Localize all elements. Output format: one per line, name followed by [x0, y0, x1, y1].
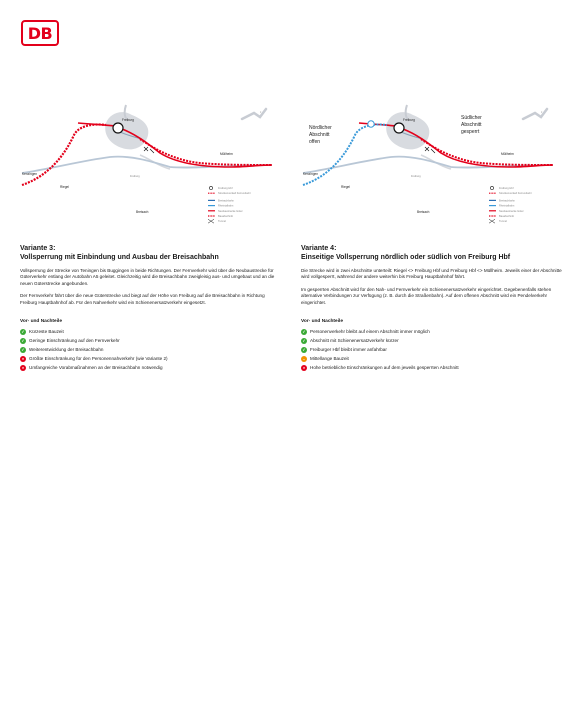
legend-tunnel-icon	[489, 219, 495, 223]
route-map-variant-4	[301, 95, 563, 235]
pros-item-text: Umfangreiche Vorabmaßnahmen an der Breisachbahn notwendig	[29, 365, 163, 371]
pros-item	[301, 345, 563, 354]
check-circle-icon: ✓	[21, 337, 25, 343]
freiburg-hbf-station	[113, 123, 123, 133]
map-note: offen	[309, 139, 321, 145]
pros-item-text: Freiburger Hbf bleibt immer anfahrbar	[310, 347, 387, 353]
cross-circle-icon: ×	[21, 364, 25, 370]
db-logo-text: DB	[27, 23, 53, 43]
pros-item-text: Abschnitt mit Schienenersatzverkehr kürzer	[310, 338, 399, 344]
db-logo	[21, 20, 59, 46]
legend-label: Tunnel	[499, 220, 507, 224]
minus-circle-icon: –	[302, 355, 306, 361]
legend-station-icon	[490, 186, 493, 189]
pros-item-text: Mittellange Bauzeit	[310, 356, 349, 362]
minor-label: Freiburg	[411, 175, 421, 178]
variant-4-title: Variante 4:	[301, 245, 337, 252]
variant-3-pros-list	[20, 327, 282, 372]
variant-4-subtitle: Einseitige Vollsperrung nördlich oder südlich von Freiburg Hbf	[301, 254, 511, 261]
pros-item	[20, 327, 282, 336]
pros-item-text: Geringe Einschränkung auf den Fernverkehr	[29, 338, 120, 344]
map-note: Abschnitt	[461, 122, 482, 128]
pros-item	[20, 363, 282, 372]
legend-label: Rheintalbahn	[499, 204, 515, 208]
freiburg-hbf-station	[394, 123, 404, 133]
check-circle-icon: ✓	[21, 328, 25, 334]
legend-label: Bauabschnitt	[218, 215, 233, 218]
legend-label: Bauabschnitt	[499, 215, 514, 218]
pros-item-text: Kürzeste Bauzeit	[29, 329, 64, 335]
variant-3-pros-heading: Vor- und Nachteile	[20, 319, 63, 325]
place-riegel: Riegel	[341, 185, 351, 189]
route-map-variant-3	[20, 95, 282, 235]
cross-circle-icon: ×	[302, 364, 306, 370]
map-note: Nördlicher	[309, 125, 332, 131]
decor-glyph: z	[541, 111, 543, 114]
river	[242, 109, 266, 119]
legend-label: Streckenverlauf Fernverkehr	[218, 192, 251, 196]
river	[523, 109, 547, 119]
variant-4-pros-list	[301, 327, 563, 372]
variant-3-paragraph-1: Vollsperrung der Strecke von Teningen bis Buggingen in beide Richtungen. Der Fernverkehr wird über die Neubaustrecke für Güterverkehr entlang der Autobahn A5 geleitet. Gleichzeitig wird die Breisachbahn zweigleisig aus- und umgebaut und an die neuen Güterstrecke angebunden.	[20, 268, 275, 286]
place-freiburg: Freiburg	[122, 118, 134, 122]
place-muellheim: Müllheim	[501, 152, 514, 156]
legend-tunnel-icon	[208, 219, 214, 223]
variant-3-paragraph-2: Der Fernverkehr fährt über die neue Güterstrecke und biegt auf der Höhe von Freiburg auf die Breisachbahn in Richtung Freiburg Hauptbahnhof ab. Für den Nahverkehr wird ein Schienenersatzverkehr eingesetzt.	[20, 293, 265, 305]
legend-label: Breisachbahn	[218, 199, 234, 203]
cross-circle-icon: ×	[21, 355, 25, 361]
pros-item	[301, 336, 563, 345]
legend-label: Streckenverlauf Fernverkehr	[499, 192, 532, 196]
check-circle-icon: ✓	[21, 346, 25, 352]
map-note: gesperrt	[461, 129, 480, 135]
place-kenzingen: Kenzingen	[22, 172, 38, 176]
variant-4-paragraph-2: Im gesperrten Abschnitt wird für den Nah- und Fernverkehr ein Schienenersatzverkehr eingerichtet. Gegebenenfalls stehen alternative Verbindungen zur Verfügung (z. B. durch die Straßenbahn). Auf dem offenen Abschnitt wird ein Pendelverkehr eingerichtet.	[301, 286, 552, 305]
place-freiburg: Freiburg	[403, 118, 415, 122]
check-circle-icon: ✓	[302, 346, 306, 352]
legend-label: Freiburg Hbf	[218, 187, 233, 190]
station-marker	[368, 121, 374, 127]
legend-label: Breisachbahn	[499, 199, 515, 203]
pros-item	[301, 363, 563, 372]
legend-label: Neubaustrecke Güter	[218, 209, 243, 213]
pros-item-text: Größte Einschränkung für den Personennahverkehr (wie Variante 2)	[29, 356, 168, 362]
decor-glyph: z	[260, 111, 262, 114]
variant-3-subtitle: Vollsperrung mit Einbindung und Ausbau der Breisachbahn	[20, 254, 219, 261]
bauabschnitt-south	[421, 139, 553, 165]
bauabschnitt-south	[140, 139, 272, 165]
pros-item-text: Hohe betriebliche Einschränkungen auf dem jeweils gesperrten Abschnitt	[310, 365, 459, 371]
legend-label: Freiburg Hbf	[499, 187, 514, 190]
pros-item	[20, 354, 282, 363]
pros-item	[301, 327, 563, 336]
check-circle-icon: ✓	[302, 337, 306, 343]
variant-4-pros-heading: Vor- und Nachteile	[301, 319, 344, 325]
variant-4-section	[301, 244, 563, 372]
pros-item	[20, 345, 282, 354]
pros-item-text: Personenverkehr bleibt auf einem Abschnitt immer möglich	[310, 329, 430, 335]
map-note: Abschnitt	[309, 132, 330, 138]
place-kenzingen: Kenzingen	[303, 172, 319, 176]
place-muellheim: Müllheim	[220, 152, 233, 156]
variant-3-title: Variante 3:	[20, 245, 56, 252]
variant-3-section	[20, 244, 282, 372]
pros-item-text: Weiterentwicklung der Breisachbahn	[29, 347, 104, 353]
legend-station-icon	[209, 186, 212, 189]
pros-item	[20, 336, 282, 345]
legend-label: Tunnel	[218, 220, 226, 224]
place-breisach: Breisach	[417, 210, 430, 214]
variant-4-paragraph-1: Die Strecke wird in zwei Abschnitte unterteilt: Riegel <> Freiburg Hbf und Freiburg Hbf <> Müllheim. Jeweils einer der Abschnitte wird vollgesperrt, während der andere weiterhin bis Freiburg Hauptbahnhof fährt.	[301, 268, 562, 280]
minor-label: Freiburg	[130, 175, 140, 178]
place-breisach: Breisach	[136, 210, 149, 214]
map-note: Südlicher	[461, 115, 482, 121]
check-circle-icon: ✓	[302, 328, 306, 334]
pros-item	[301, 354, 563, 363]
legend-label: Neubaustrecke Güter	[499, 209, 524, 213]
place-riegel: Riegel	[60, 185, 70, 189]
legend-label: Rheintalbahn	[218, 204, 234, 208]
